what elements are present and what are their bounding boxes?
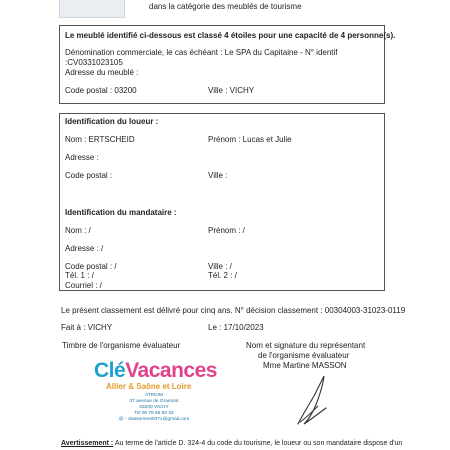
loueur-nom: Nom : ERTSCHEID (65, 135, 135, 144)
loueur-ville: Ville : (208, 171, 228, 180)
loueur-heading: Identification du loueur : (65, 117, 159, 126)
denomination-line: Dénomination commerciale, le cas échéant : Le SPA du Capitaine - N° identif (65, 48, 338, 57)
stamp-line-4: Tel 06 76 65 93 32 (134, 411, 174, 416)
footer-warning-label: Avertissement : (61, 440, 114, 447)
mandataire-nom: Nom : / (65, 226, 91, 235)
signer-line-1: Nom et signature du représentant (246, 341, 366, 350)
category-line: dans la catégorie des meublés de tourisme (149, 2, 302, 11)
stamp-line-2: 37 avenue de Gramont (129, 399, 179, 404)
organisation-stamp (94, 359, 217, 423)
stamp-brand (94, 359, 217, 382)
meuble-postal-code: Code postal : 03200 (65, 86, 137, 95)
stamp-region: Allier & Saône et Loire (106, 382, 192, 391)
mandataire-ville: Ville : / (208, 262, 232, 271)
mandataire-code-postal: Code postal : / (65, 262, 117, 271)
mandataire-prenom: Prénom : / (208, 226, 245, 235)
loueur-prenom: Prénom : Lucas et Julie (208, 135, 292, 144)
stamp-line-5: @ : classement0371@gmail.com (118, 417, 190, 422)
mandataire-heading: Identification du mandataire : (65, 208, 177, 217)
handwritten-signature (290, 372, 336, 428)
signer-name: Mme Martine MASSON (263, 361, 347, 370)
meuble-city: Ville : VICHY (208, 86, 255, 95)
stamp-line-3: 03200 VICHY (139, 405, 169, 410)
signer-line-2: de l'organisme évaluateur (258, 351, 350, 360)
decision-date: Le : 17/10/2023 (208, 323, 264, 332)
footer-warning (61, 439, 402, 448)
mandataire-tel2: Tél. 2 : / (208, 271, 237, 280)
meuble-identifier: :CV0331023105 (65, 58, 123, 67)
stamp-label: Timbre de l'organisme évaluateur (62, 341, 181, 350)
fait-a: Fait à : VICHY (61, 323, 113, 332)
loueur-adresse: Adresse : (65, 153, 99, 162)
stamp-brand-part2: Vacances (125, 359, 217, 382)
loueur-code-postal: Code postal : (65, 171, 113, 180)
mandataire-tel1: Tél. 1 : / (65, 271, 94, 280)
stamp-line-1: ATRIUM (144, 393, 164, 398)
footer-warning-text: Au terme de l'article D. 324-4 du code du tourisme, le loueur ou son mandataire dispose d'un (113, 440, 403, 447)
issuer-logo (59, 0, 125, 18)
stamp-brand-part1: Clé (94, 359, 126, 382)
mandataire-courriel: Courriel : / (65, 281, 102, 290)
decision-statement: Le présent classement est délivré pour cinq ans. N° décision classement : 00304003-31023-0119 (61, 306, 406, 315)
mandataire-adresse: Adresse : / (65, 244, 104, 253)
meuble-heading: Le meublé identifié ci-dessous est classé 4 étoiles pour une capacité de 4 personne(s). (65, 31, 396, 40)
meuble-address-label: Adresse du meublé : (65, 68, 139, 77)
